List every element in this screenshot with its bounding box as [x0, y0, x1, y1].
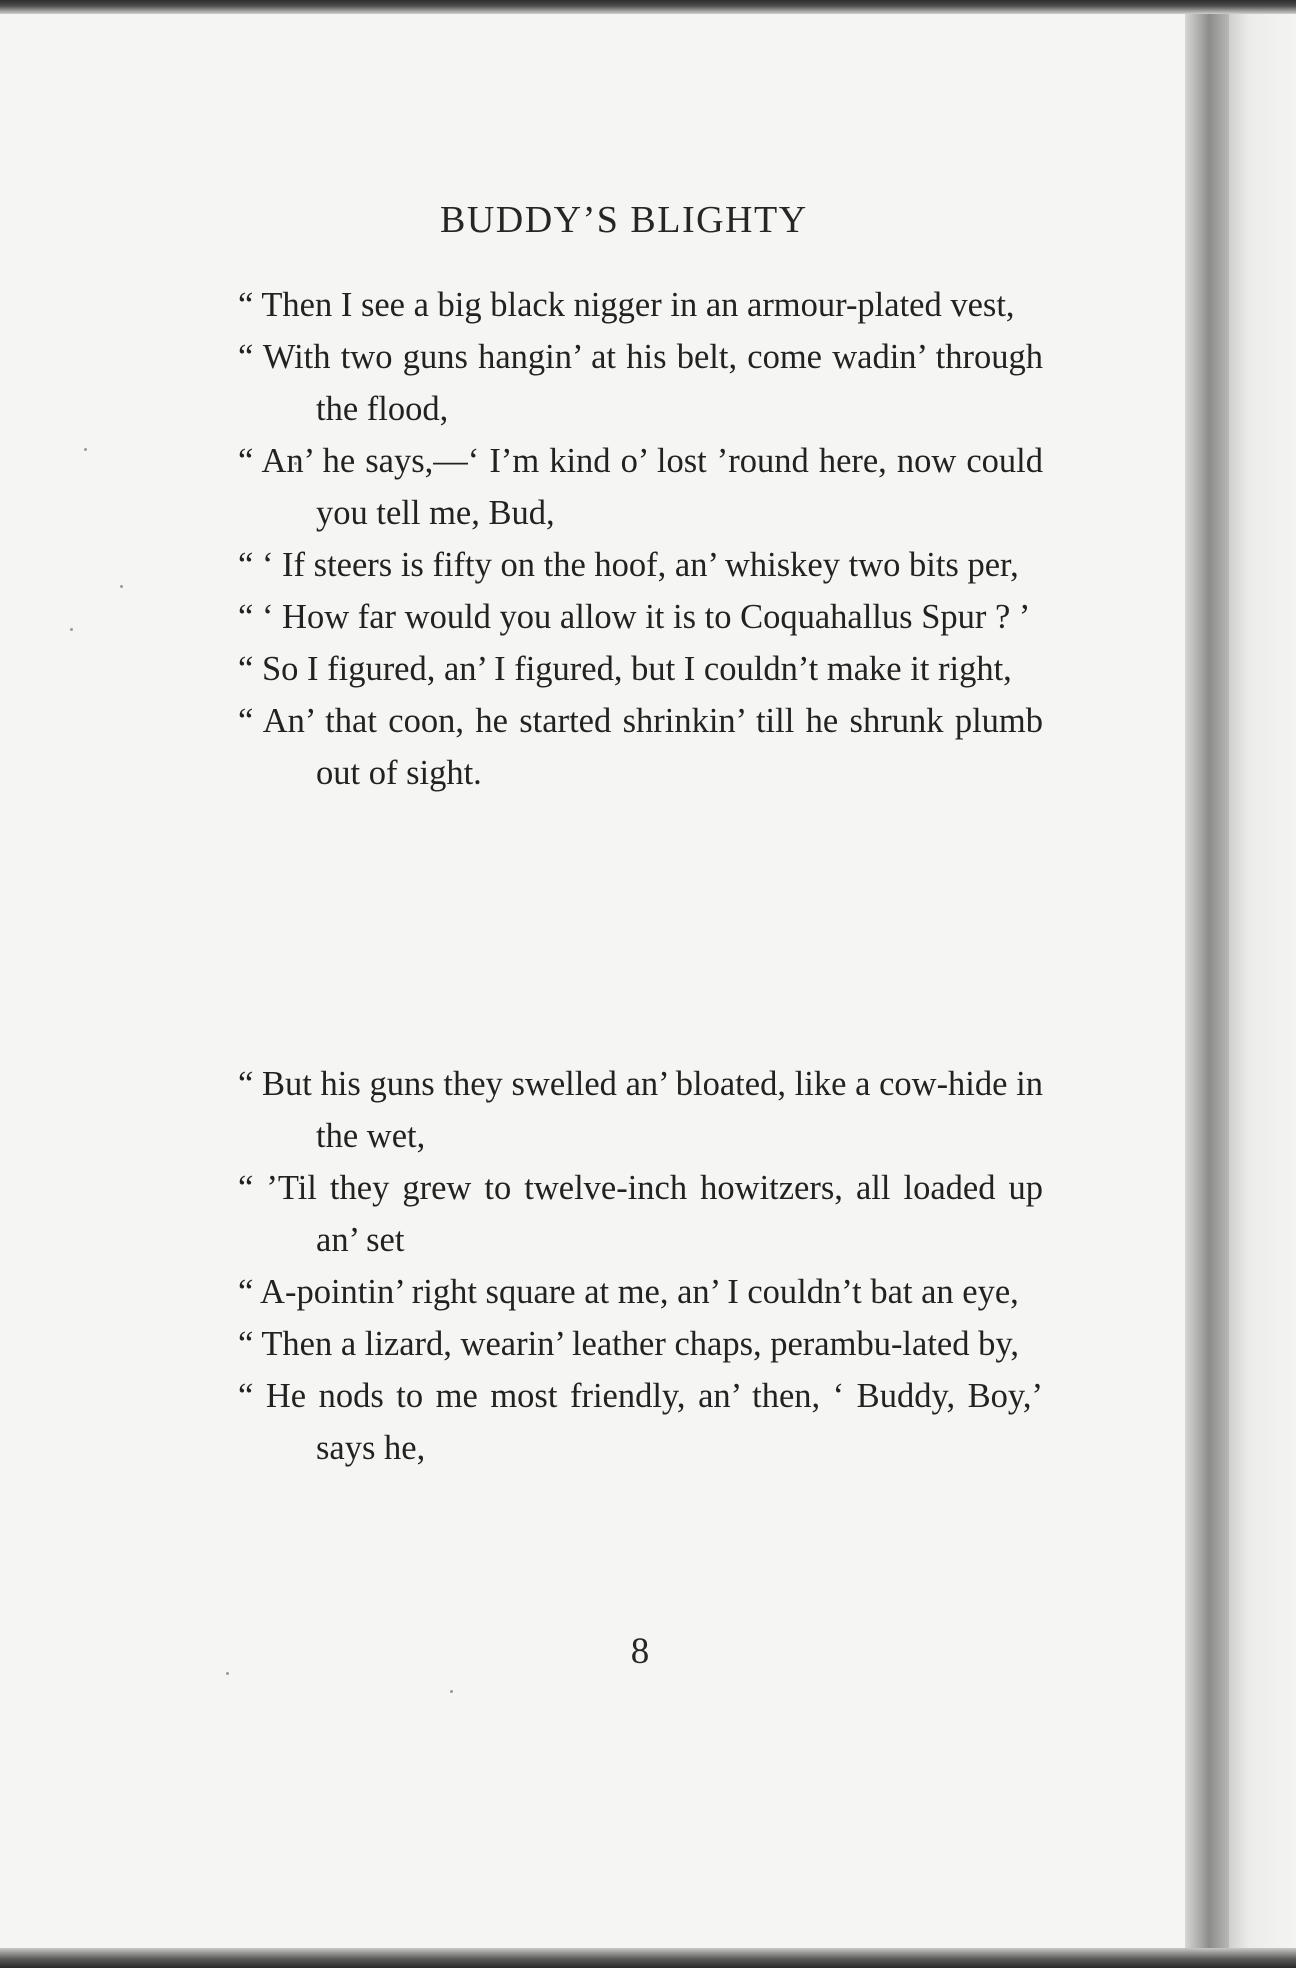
verse-line: “ But his guns they swelled an’ bloated, like a cow-hide in the wet,: [238, 1065, 1043, 1155]
verse-line: “ Then I see a big black nigger in an armour-plated vest,: [238, 286, 1015, 324]
paper-speck: [450, 1690, 453, 1693]
running-head: BUDDY’S BLIGHTY: [440, 199, 808, 241]
stanza-2: [238, 1058, 1043, 1474]
verse-line: “ ‘ If steers is fifty on the hoof, an’ whiskey two bits per,: [238, 546, 1019, 584]
stanza-1: [238, 279, 1043, 799]
paper-speck: [226, 1672, 229, 1675]
verse-line: “ He nods to me most friendly, an’ then, ‘ Buddy, Boy,’ says he,: [238, 1377, 1043, 1467]
verse-line: “ ‘ How far would you allow it is to Coquahallus Spur ? ’: [238, 598, 1031, 636]
page-number: 8: [630, 1631, 650, 1672]
verse-line: “ ’Til they grew to twelve-inch howitzers, all loaded up an’ set: [238, 1169, 1043, 1259]
verse-line: “ A-pointin’ right square at me, an’ I couldn’t bat an eye,: [238, 1273, 1019, 1311]
book-gutter: [1185, 14, 1229, 1948]
facing-page-edge: [1229, 14, 1296, 1948]
bottom-page-edge: [0, 1948, 1296, 1968]
paper-speck: [84, 448, 87, 451]
verse-line: “ So I figured, an’ I figured, but I couldn’t make it right,: [238, 650, 1012, 688]
top-page-edge: [0, 0, 1296, 14]
verse-line: “ With two guns hangin’ at his belt, come wadin’ through the flood,: [238, 338, 1043, 428]
paper-speck: [120, 585, 123, 588]
verse-line: “ An’ that coon, he started shrinkin’ till he shrunk plumb out of sight.: [238, 702, 1043, 792]
paper-speck: [70, 628, 73, 631]
verse-line: “ An’ he says,—‘ I’m kind o’ lost ’round here, now could you tell me, Bud,: [238, 442, 1043, 532]
verse-line: “ Then a lizard, wearin’ leather chaps, perambu-lated by,: [238, 1325, 1019, 1363]
